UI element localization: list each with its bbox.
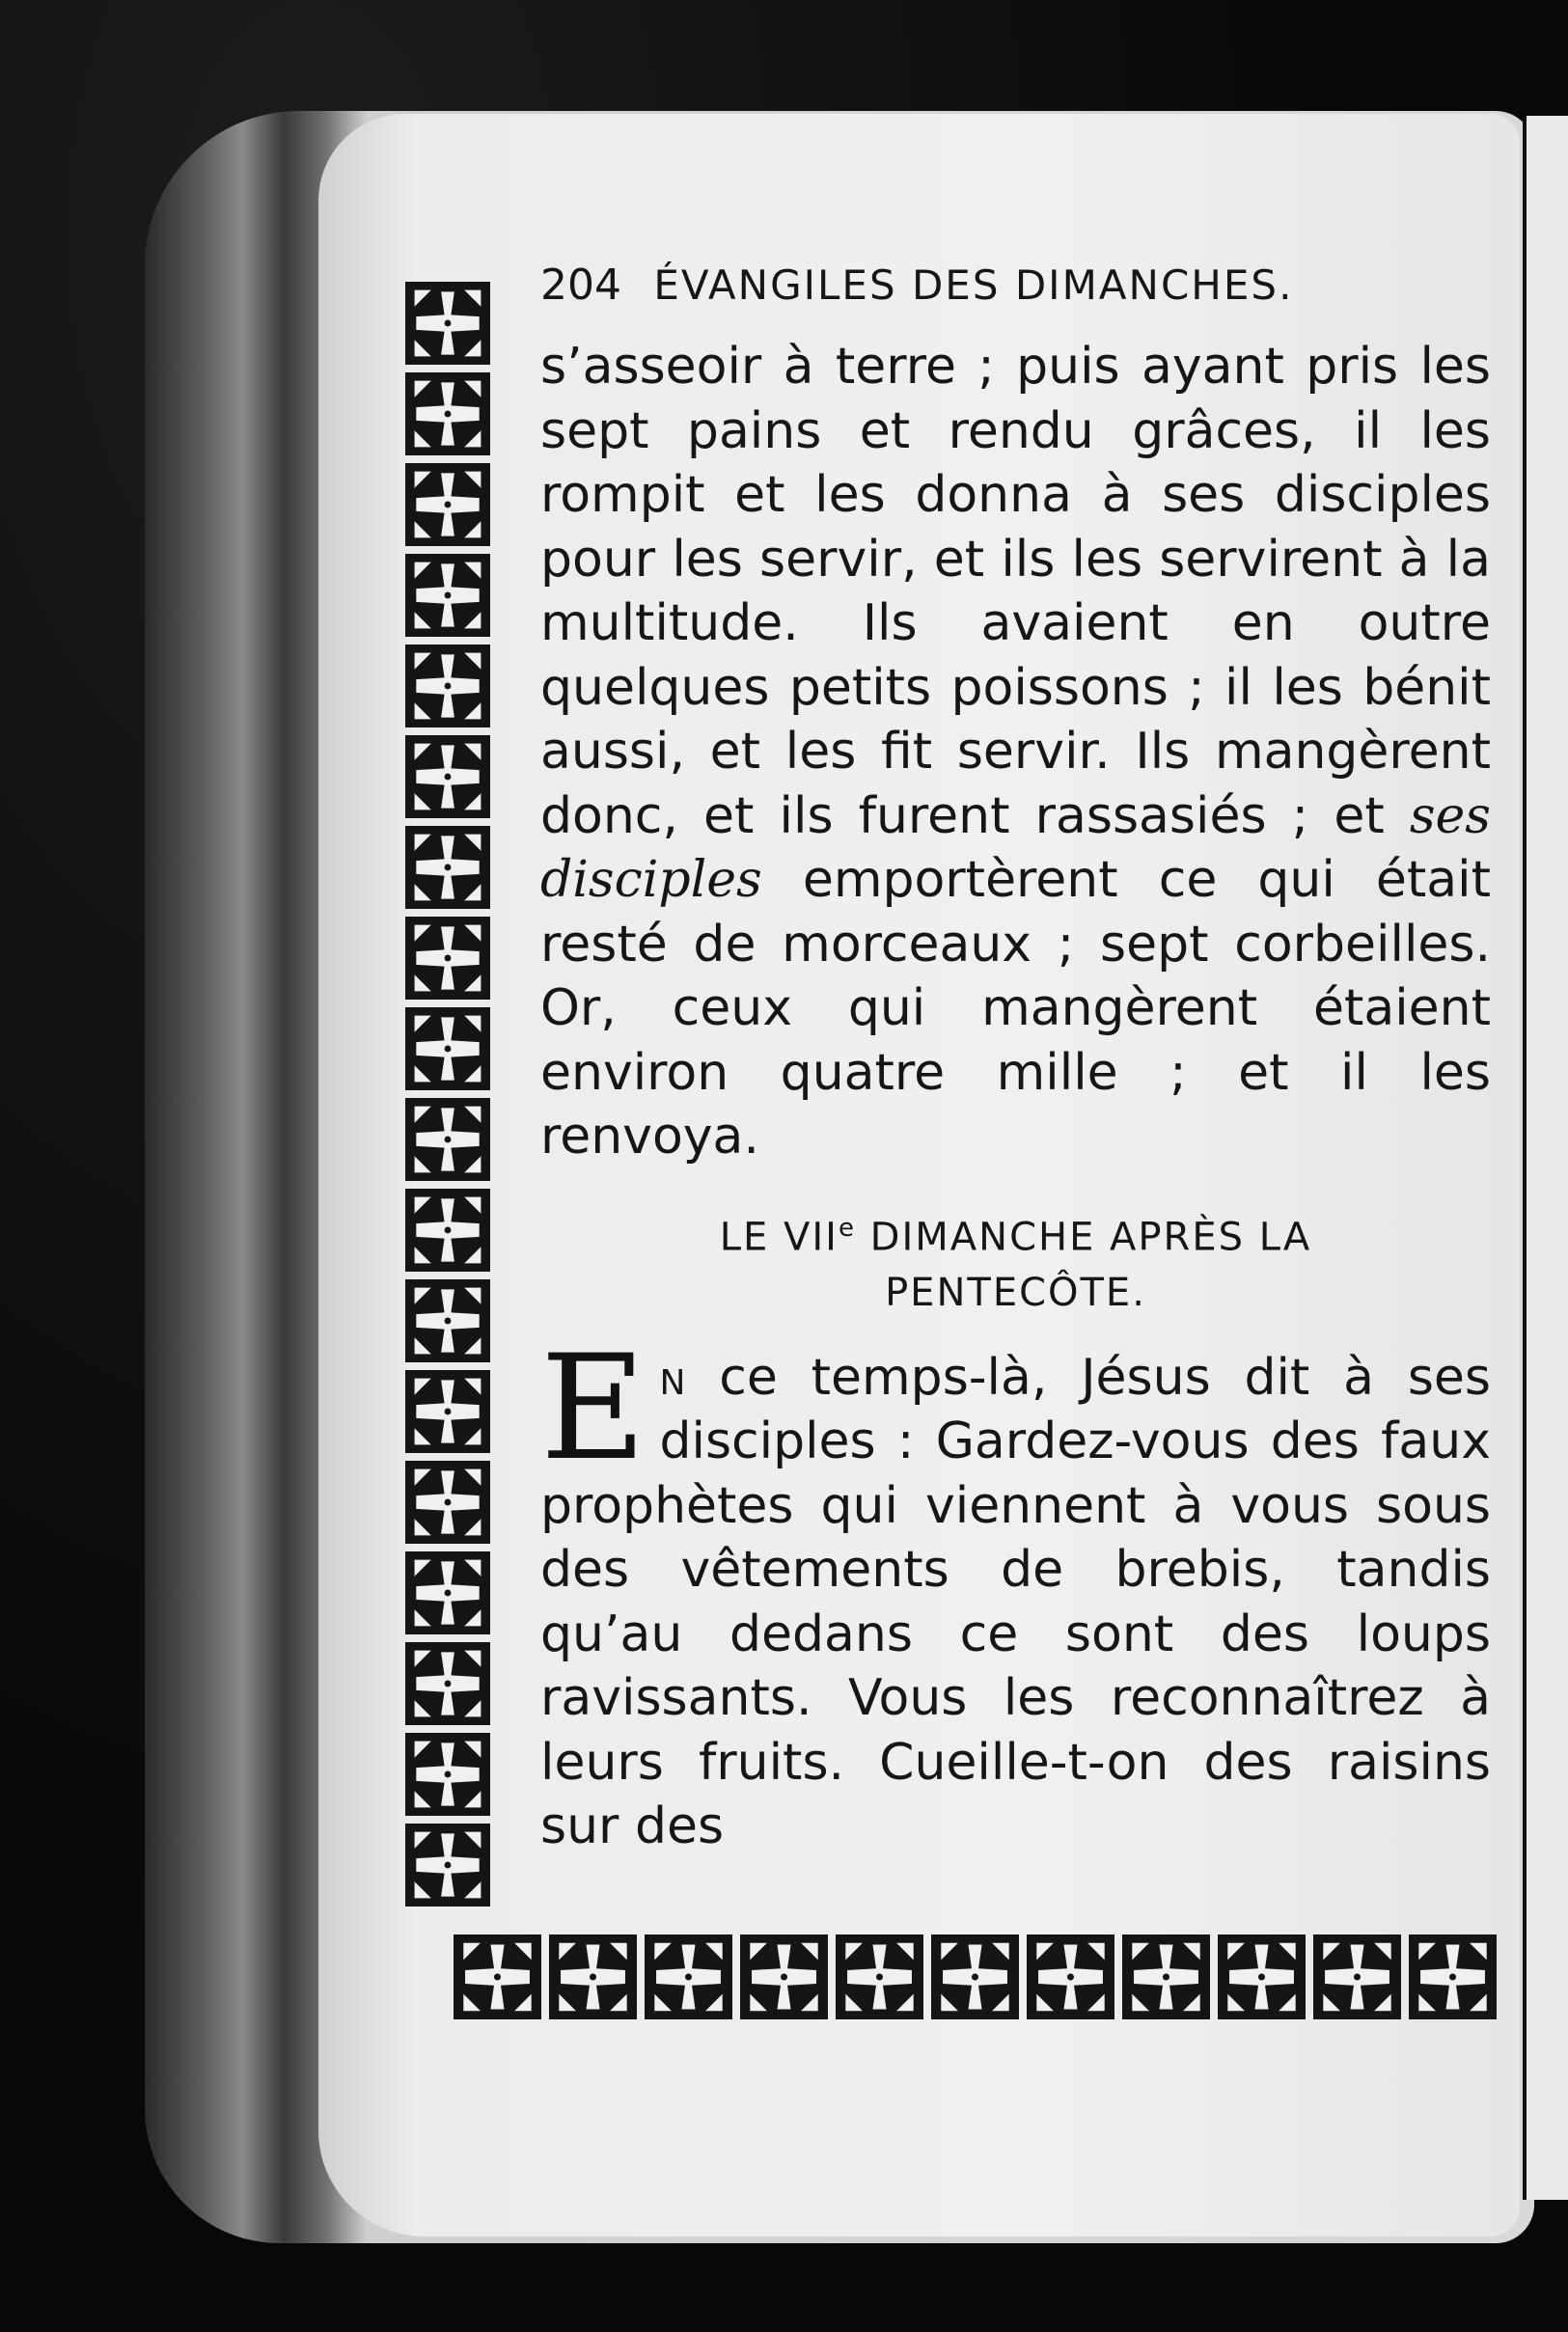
cross-ornament-icon [1313, 1934, 1401, 2019]
cross-ornament-icon [405, 372, 490, 455]
cross-ornament-icon [405, 645, 490, 727]
paragraph-1-part-2: emportèrent ce qui était resté de morceaux ; sept corbeilles. Or, ceux qui mangèrent étaient environ quatre mille ; et il les renvoya. [540, 851, 1491, 1166]
heading-suffix: DIMANCHE APRÈS LA [855, 1214, 1312, 1259]
cross-ornament-icon [405, 1551, 490, 1634]
cross-ornament-icon [405, 917, 490, 1000]
cross-ornament-icon [405, 1370, 490, 1453]
section-heading-line-1 [540, 1200, 1491, 1265]
cross-ornament-icon [1218, 1934, 1306, 2019]
cross-ornament-icon [931, 1934, 1019, 2019]
cross-ornament-icon [405, 1642, 490, 1725]
section-heading-line-2: PENTECÔTE. [885, 1270, 1146, 1315]
page-number: 204 [540, 261, 621, 310]
cross-ornament-icon [405, 1733, 490, 1816]
heading-superscript: e [838, 1213, 856, 1243]
lead-letter: n [659, 1348, 686, 1407]
cross-ornament-icon [405, 463, 490, 546]
cross-ornament-icon [405, 1824, 490, 1907]
cross-ornament-icon [405, 1189, 490, 1272]
facing-page-edge [1523, 116, 1568, 2200]
cross-ornament-icon [454, 1934, 541, 2019]
paragraph-2-text: ce temps-là, Jésus dit à ses disciples : Gardez-vous des faux prophètes qui viennent à vous sous des vêtements de brebis, tandis qu’au dedans ce sont des loups ravissants. Vous les reconnaîtrez à leurs fruits. Cueille-t-on des raisins sur des [540, 1348, 1491, 1856]
drop-cap: E [540, 1324, 646, 1493]
left-ornamental-border [405, 282, 511, 1989]
paragraph-2 [540, 1324, 1491, 1859]
paragraph-1-italic: ses disciples [540, 786, 1491, 909]
section-heading [540, 1200, 1491, 1321]
cross-ornament-icon [405, 1007, 490, 1090]
heading-prefix: LE VII [719, 1214, 839, 1259]
paragraph-1 [540, 335, 1491, 1169]
page-content [540, 261, 1491, 1859]
cross-ornament-icon [1409, 1934, 1497, 2019]
cross-ornament-icon [405, 554, 490, 637]
cross-ornament-icon [836, 1934, 923, 2019]
running-head [540, 261, 1491, 310]
cross-ornament-icon [1027, 1934, 1114, 2019]
paragraph-1-part-1: s’asseoir à terre ; puis ayant pris les sept pains et rendu grâces, il les rompit et les donna à ses disciples pour les servir, et ils les servirent à la multitude. Ils avaient en outre quelques petits poissons ; il les bénit aussi, et les fit servir. Ils mangèrent donc, et ils furent rassasiés ; et [540, 338, 1491, 845]
cross-ornament-icon [405, 735, 490, 818]
cross-ornament-icon [405, 1098, 490, 1181]
running-title: ÉVANGILES DES DIMANCHES. [653, 261, 1294, 309]
cross-ornament-icon [645, 1934, 732, 2019]
cross-ornament-icon [1122, 1934, 1210, 2019]
cross-ornament-icon [405, 1461, 490, 1544]
bottom-ornamental-border [454, 1934, 1500, 2041]
cross-ornament-icon [405, 282, 490, 365]
cross-ornament-icon [740, 1934, 828, 2019]
cross-ornament-icon [405, 1279, 490, 1362]
cross-ornament-icon [405, 826, 490, 909]
cross-ornament-icon [549, 1934, 637, 2019]
